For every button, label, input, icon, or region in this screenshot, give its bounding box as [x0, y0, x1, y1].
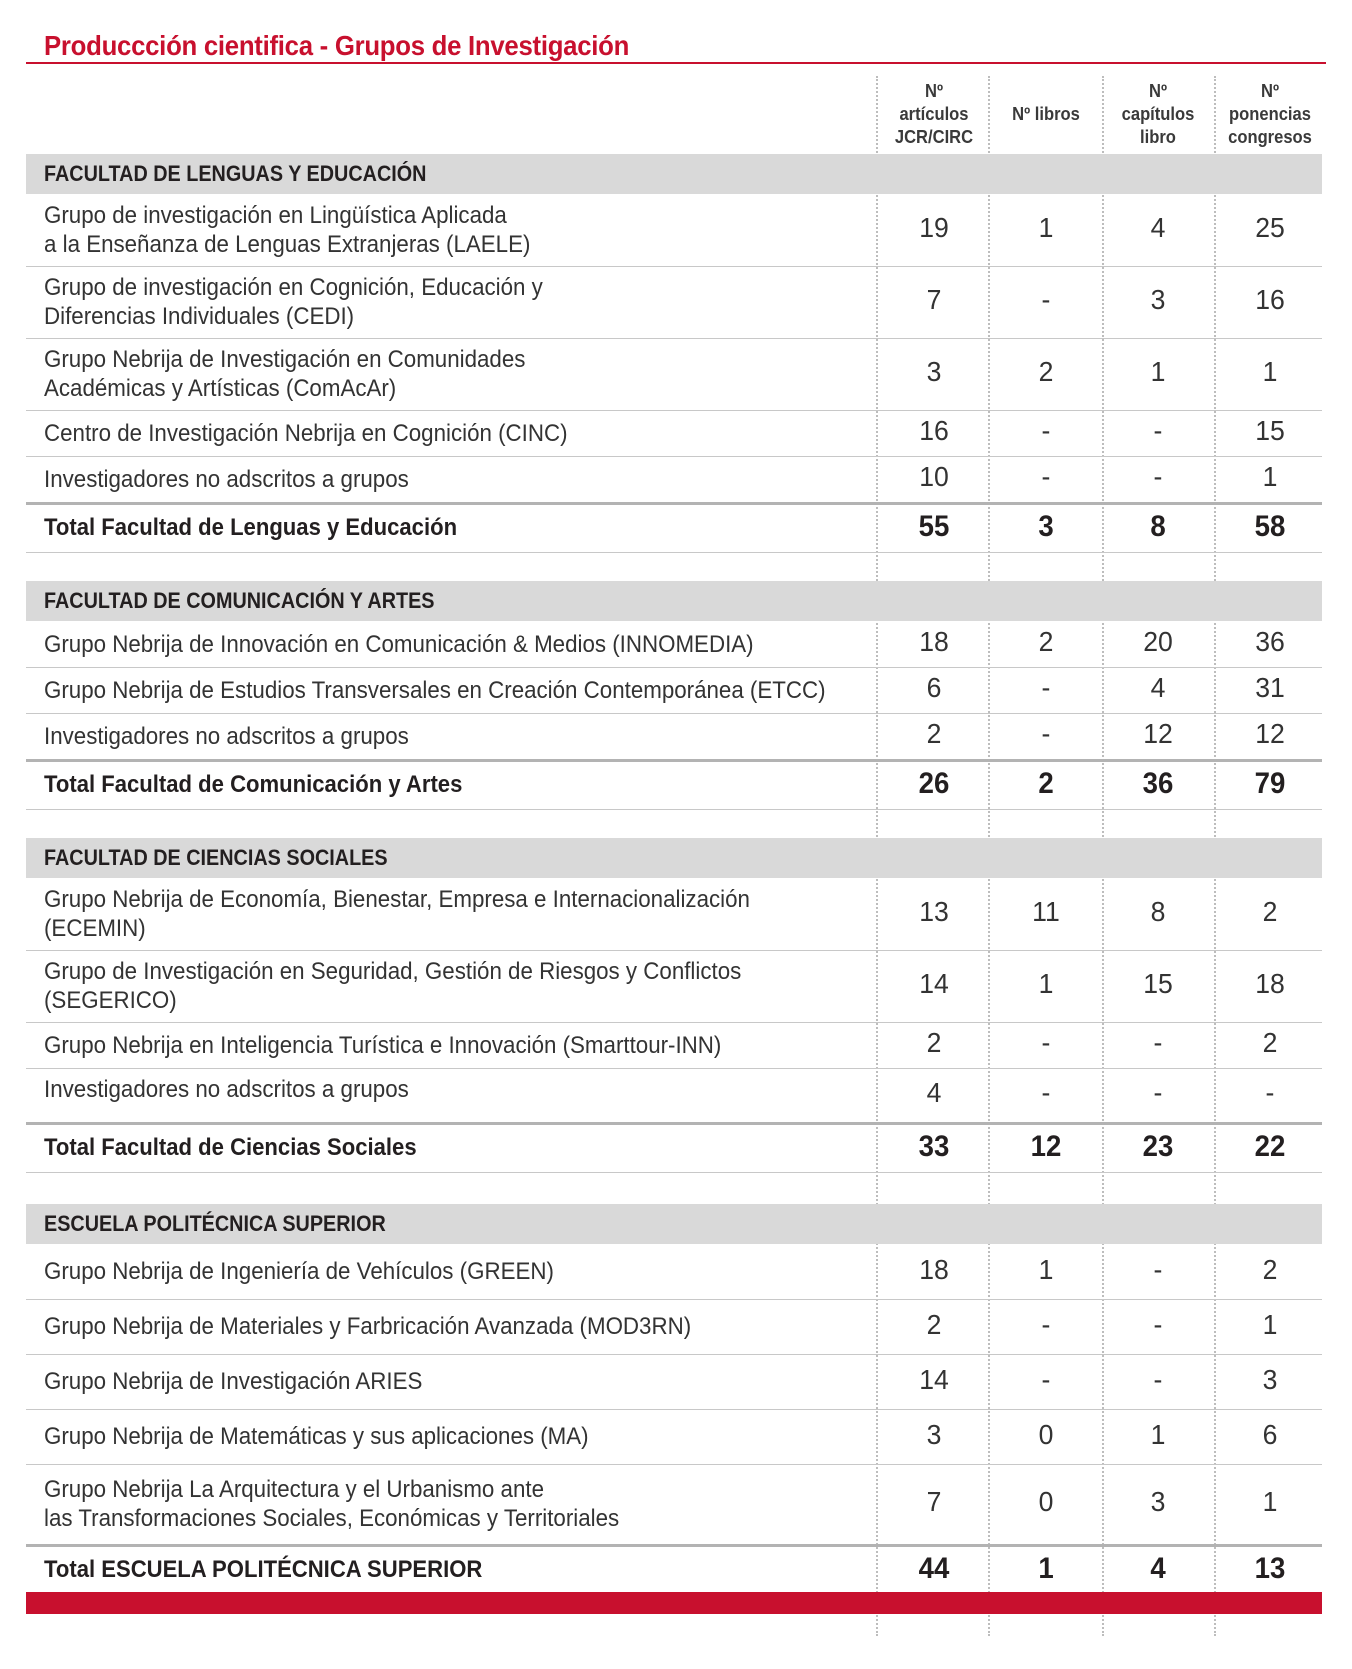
total-value: 8 — [1150, 510, 1166, 543]
cell-value: 1 — [1262, 1486, 1278, 1517]
total-divider — [26, 1544, 1322, 1547]
row-label-line: Grupo Nebrija de Estudios Transversales en Creación Contemporánea (ETCC) — [44, 676, 826, 704]
row-divider — [26, 1022, 1322, 1023]
cell-value: 8 — [1150, 896, 1166, 927]
total-value: 13 — [1254, 1552, 1286, 1585]
row-label-line: Grupo Nebrija La Arquitectura y el Urbanismo ante — [44, 1476, 544, 1503]
row-divider — [26, 950, 1322, 951]
page-title: Produccción cientifica - Grupos de Investigación — [44, 30, 630, 61]
row-label-line: Grupo Nebrija de Materiales y Farbricación Avanzada (MOD3RN) — [44, 1313, 692, 1340]
row-label-line: Grupo Nebrija de Innovación en Comunicación & Medios (INNOMEDIA) — [44, 630, 754, 658]
row-label — [44, 201, 530, 259]
cell-value: 18 — [919, 1253, 949, 1285]
cell-value: 36 — [1255, 626, 1285, 657]
cell-value: 13 — [919, 896, 949, 927]
cell-value: 3 — [1150, 284, 1166, 315]
cell-value: 2 — [1262, 896, 1278, 927]
cell-value: 2 — [1262, 1253, 1278, 1285]
cell-value: 3 — [1262, 1363, 1278, 1395]
total-divider — [26, 759, 1322, 762]
row-divider — [26, 1299, 1322, 1300]
row-label — [44, 722, 409, 751]
column-header-line: Nº — [924, 80, 943, 101]
column-header — [1215, 76, 1325, 152]
cell-value: 2 — [1038, 356, 1054, 387]
row-divider — [26, 1409, 1322, 1410]
row-label-line: Investigadores no adscritos a grupos — [44, 722, 409, 750]
cell-value: 14 — [919, 1363, 949, 1395]
cell-value: 18 — [919, 626, 949, 657]
row-label-line: Grupo Nebrija de Ingeniería de Vehículos (GREEN) — [44, 1258, 554, 1285]
row-label-line: las Transformaciones Sociales, Económicas y Territoriales — [44, 1505, 620, 1532]
cell-value: - — [1153, 1363, 1163, 1395]
row-label-line: Grupo Nebrija de Economía, Bienestar, Empresa e Internacionalización — [44, 886, 750, 913]
total-value: 58 — [1254, 510, 1286, 543]
cell-value: 15 — [1143, 968, 1173, 999]
total-value: 79 — [1254, 767, 1286, 800]
row-divider — [26, 266, 1322, 267]
section-header: FACULTAD DE CIENCIAS SOCIALES — [44, 845, 388, 870]
total-divider — [26, 1122, 1322, 1125]
cell-value: 1 — [1150, 356, 1166, 387]
cell-value: - — [1041, 1027, 1051, 1058]
row-label — [44, 676, 826, 705]
row-divider — [26, 1354, 1322, 1355]
total-value: 23 — [1142, 1130, 1174, 1163]
cell-value: - — [1041, 1077, 1051, 1108]
total-value: 55 — [918, 510, 950, 543]
cell-value: 25 — [1255, 212, 1285, 243]
row-label — [44, 1257, 554, 1286]
row-label — [44, 419, 568, 448]
cell-value: - — [1153, 461, 1163, 492]
section-header: ESCUELA POLITÉCNICA SUPERIOR — [44, 1211, 386, 1236]
total-value: 4 — [1150, 1552, 1166, 1585]
cell-value: - — [1265, 1077, 1275, 1108]
column-header — [1103, 76, 1213, 152]
column-header-line: artículos — [899, 103, 969, 124]
row-label-line: (ECEMIN) — [44, 915, 146, 942]
row-label — [44, 1422, 589, 1451]
cell-value: 1 — [1262, 356, 1278, 387]
cell-value: 0 — [1038, 1486, 1054, 1517]
cell-value: - — [1153, 1253, 1163, 1285]
cell-value: - — [1041, 284, 1051, 315]
cell-value: 11 — [1032, 896, 1060, 927]
column-header-line: JCR/CIRC — [894, 126, 974, 147]
row-label — [44, 1367, 422, 1396]
cell-value: 16 — [1255, 284, 1285, 315]
cell-value: 1 — [1038, 1253, 1054, 1285]
row-label — [44, 1031, 721, 1060]
cell-value: 20 — [1143, 626, 1173, 657]
column-header — [991, 76, 1101, 152]
cell-value: 16 — [919, 415, 949, 446]
cell-value: - — [1041, 461, 1051, 492]
row-label-line: Investigadores no adscritos a grupos — [44, 465, 409, 493]
section-header: FACULTAD DE LENGUAS Y EDUCACIÓN — [44, 161, 427, 186]
row-label-line: Diferencias Individuales (CEDI) — [44, 303, 355, 330]
cell-value: 2 — [1038, 626, 1054, 657]
row-label-line: Investigadores no adscritos a grupos — [44, 1075, 409, 1103]
row-label — [44, 957, 741, 1015]
row-label — [44, 1475, 619, 1533]
column-header-line: Nº libros — [1012, 103, 1080, 124]
cell-value: 2 — [926, 1027, 942, 1058]
cell-value: 4 — [926, 1077, 942, 1108]
cell-value: 7 — [926, 1486, 942, 1517]
total-label: Total Facultad de Comunicación y Artes — [44, 771, 463, 798]
row-label — [44, 885, 750, 943]
cell-value: 4 — [1150, 672, 1166, 703]
cell-value: - — [1041, 1363, 1051, 1395]
bottom-accent-bar — [26, 1592, 1322, 1614]
cell-value: 31 — [1255, 672, 1285, 703]
row-label — [44, 1075, 409, 1104]
total-divider — [26, 502, 1322, 505]
row-divider — [26, 456, 1322, 457]
row-label-line: Académicas y Artísticas (ComAcAr) — [44, 375, 397, 402]
section-end-divider — [26, 1172, 1322, 1173]
row-label — [44, 273, 543, 331]
total-label: Total Facultad de Lenguas y Educación — [44, 514, 458, 541]
row-label-line: Grupo de investigación en Cognición, Educación y — [44, 274, 543, 301]
cell-value: 12 — [1143, 718, 1173, 749]
column-header-line: Nº — [1260, 80, 1279, 101]
cell-value: - — [1041, 415, 1051, 446]
cell-value: 14 — [919, 968, 949, 999]
cell-value: 3 — [1150, 1486, 1166, 1517]
cell-value: 2 — [926, 718, 942, 749]
row-label-line: Grupo Nebrija de Investigación en Comunidades — [44, 346, 526, 373]
total-label: Total Facultad de Ciencias Sociales — [44, 1134, 417, 1161]
cell-value: 3 — [926, 356, 942, 387]
cell-value: 10 — [919, 461, 949, 492]
row-label-line: Grupo Nebrija de Investigación ARIES — [44, 1368, 423, 1395]
total-label: Total ESCUELA POLITÉCNICA SUPERIOR — [44, 1556, 483, 1583]
total-value: 26 — [918, 767, 950, 800]
column-header-line: congresos — [1228, 126, 1312, 147]
row-label — [44, 630, 754, 659]
cell-value: - — [1153, 1077, 1163, 1108]
cell-value: 19 — [919, 212, 949, 243]
cell-value: 6 — [1262, 1418, 1278, 1450]
total-value: 22 — [1254, 1130, 1286, 1163]
cell-value: 1 — [1038, 968, 1054, 999]
total-value: 1 — [1038, 1552, 1054, 1585]
column-header — [879, 76, 989, 152]
row-divider — [26, 410, 1322, 411]
row-divider — [26, 1464, 1322, 1465]
cell-value: 6 — [926, 672, 942, 703]
row-label-line: Grupo de Investigación en Seguridad, Gestión de Riesgos y Conflictos — [44, 958, 742, 985]
total-value: 44 — [918, 1552, 950, 1585]
total-value: 2 — [1038, 767, 1054, 800]
row-label-line: Grupo de investigación en Lingüística Aplicada — [44, 202, 507, 229]
row-divider — [26, 713, 1322, 714]
column-header-line: capítulos — [1121, 103, 1195, 124]
row-divider — [26, 1068, 1322, 1069]
cell-value: 15 — [1255, 415, 1285, 446]
total-value: 36 — [1142, 767, 1174, 800]
total-value: 33 — [918, 1130, 950, 1163]
column-header-line: libro — [1140, 126, 1176, 147]
row-label-line: Centro de Investigación Nebrija en Cognición (CINC) — [44, 419, 568, 447]
cell-value: - — [1153, 415, 1163, 446]
cell-value: 18 — [1255, 968, 1285, 999]
column-header-line: Nº — [1148, 80, 1167, 101]
cell-value: 2 — [1262, 1027, 1278, 1058]
section-end-divider — [26, 552, 1322, 553]
title-rule — [26, 62, 1326, 64]
cell-value: - — [1041, 718, 1051, 749]
section-header: FACULTAD DE COMUNICACIÓN Y ARTES — [44, 588, 435, 613]
cell-value: - — [1153, 1027, 1163, 1058]
row-label — [44, 1312, 691, 1341]
row-label-line: (SEGERICO) — [44, 987, 177, 1014]
cell-value: 1 — [1262, 1308, 1278, 1340]
cell-value: 4 — [1150, 212, 1166, 243]
cell-value: 1 — [1262, 461, 1278, 492]
row-label-line: Grupo Nebrija de Matemáticas y sus aplicaciones (MA) — [44, 1423, 589, 1450]
cell-value: 7 — [926, 284, 942, 315]
cell-value: 3 — [926, 1418, 942, 1450]
cell-value: 1 — [1038, 212, 1054, 243]
cell-value: 0 — [1038, 1418, 1054, 1450]
cell-value: - — [1153, 1308, 1163, 1340]
total-value: 12 — [1030, 1130, 1062, 1163]
row-label-line: Grupo Nebrija en Inteligencia Turística e Innovación (Smarttour-INN) — [44, 1031, 722, 1059]
total-value: 3 — [1038, 510, 1054, 543]
column-header-line: ponencias — [1229, 103, 1311, 124]
row-label — [44, 345, 525, 403]
cell-value: 1 — [1150, 1418, 1166, 1450]
cell-value: 2 — [926, 1308, 942, 1340]
cell-value: 12 — [1255, 718, 1285, 749]
row-label — [44, 465, 409, 494]
cell-value: - — [1041, 672, 1051, 703]
cell-value: - — [1041, 1308, 1051, 1340]
row-label-line: a la Enseñanza de Lenguas Extranjeras (LAELE) — [44, 231, 531, 258]
row-divider — [26, 338, 1322, 339]
row-divider — [26, 667, 1322, 668]
section-end-divider — [26, 809, 1322, 810]
